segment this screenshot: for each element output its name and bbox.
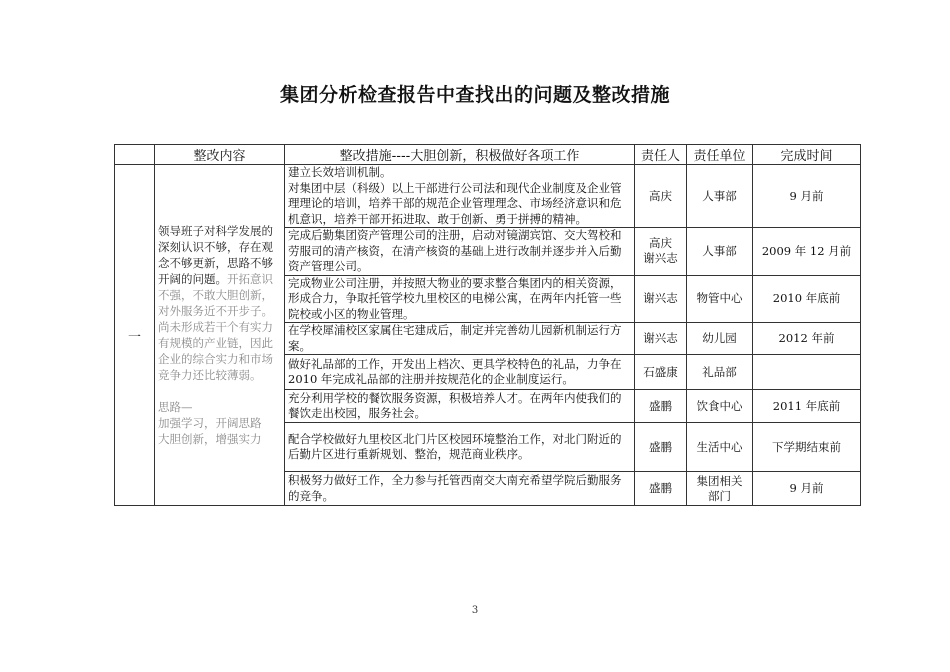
time-cell: 下学期结束前 [753, 423, 861, 472]
measure-cell: 完成后勤集团资产管理公司的注册，启动对镜湖宾馆、交大驾校和劳服司的清产核资，在清产核资的基础上进行改制并逐步并入后勤资产管理公司。 [285, 228, 635, 276]
time-cell: 2011 年底前 [753, 390, 861, 423]
unit-cell: 幼儿园 [687, 323, 753, 355]
time-cell [753, 355, 861, 390]
measure-cell: 在学校犀浦校区家属住宅建成后，制定并完善幼儿园新机制运行方案。 [285, 323, 635, 355]
person-cell: 谢兴志 [635, 275, 687, 323]
person-cell: 谢兴志 [635, 323, 687, 355]
person-cell: 石盛康 [635, 355, 687, 390]
problem-main-text: 领导班子对科学发展的深刻认识不够，存在观念不够更新，思路不够开阔的问题。 [158, 224, 273, 286]
time-cell: 2012 年前 [753, 323, 861, 355]
measure-cell: 充分利用学校的餐饮服务资源，积极培养人才。在两年内使我们的餐饮走出校园，服务社会。 [285, 390, 635, 423]
measure-cell: 做好礼品部的工作，开发出上档次、更具学校特色的礼品，力争在2010 年完成礼品部的注册并按规范化的企业制度运行。 [285, 355, 635, 390]
header-unit: 责任单位 [687, 145, 753, 165]
header-content: 整改内容 [155, 145, 285, 165]
problem-description [155, 165, 285, 506]
measure-cell: 积极努力做好工作，全力参与托管西南交大南充希望学院后勤服务的竞争。 [285, 472, 635, 506]
unit-cell: 集团相关 部门 [687, 472, 753, 506]
header-measure: 整改措施----大胆创新，积极做好各项工作 [285, 145, 635, 165]
unit-cell: 人事部 [687, 228, 753, 276]
document-title: 集团分析检查报告中查找出的问题及整改措施 [279, 84, 670, 106]
header-index [115, 145, 155, 165]
person-cell: 高庆 谢兴志 [635, 228, 687, 276]
time-cell: 2010 年底前 [753, 275, 861, 323]
measure-cell: 建立长效培训机制。 对集团中层（科级）以上干部进行公司法和现代企业制度及企业管理理论的培训，培养干部的规范企业管理理念、市场经济意识和危机意识，培养干部开拓进取、敢于创新、勇于拼搏的精神。 [285, 165, 635, 228]
unit-cell: 生活中心 [687, 423, 753, 472]
unit-cell: 饮食中心 [687, 390, 753, 423]
measure-cell: 配合学校做好九里校区北门片区校园环境整治工作，对北门附近的后勤片区进行重新规划、整治，规范商业秩序。 [285, 423, 635, 472]
time-cell: 2009 年 12 月前 [753, 228, 861, 276]
page-number: 3 [471, 605, 479, 616]
header-time: 完成时间 [753, 145, 861, 165]
time-cell: 9 月前 [753, 472, 861, 506]
rectification-table [114, 144, 861, 506]
table-header-row [115, 145, 861, 165]
problem-detail-text: 开拓意识不强，不敢大胆创新，对外服务近不开步子。尚未形成若干个有实力有规模的产业链，因此企业的综合实力和市场竞争力还比较薄弱。 [158, 272, 273, 382]
header-person: 责任人 [635, 145, 687, 165]
person-cell: 盛鹏 [635, 390, 687, 423]
table-row [115, 165, 861, 228]
measure-cell: 完成物业公司注册，并按照大物业的要求整合集团内的相关资源，形成合力，争取托管学校九里校区的电梯公寓，在两年内托管一些院校或小区的物业管理。 [285, 275, 635, 323]
person-cell: 盛鹏 [635, 423, 687, 472]
unit-cell: 物管中心 [687, 275, 753, 323]
person-cell: 盛鹏 [635, 472, 687, 506]
time-cell: 9 月前 [753, 165, 861, 228]
person-cell: 高庆 [635, 165, 687, 228]
section-index: 一 [115, 165, 155, 506]
unit-cell: 礼品部 [687, 355, 753, 390]
problem-thinking-text: 思路— 加强学习，开阔思路 大胆创新，增强实力 [158, 400, 262, 446]
unit-cell: 人事部 [687, 165, 753, 228]
